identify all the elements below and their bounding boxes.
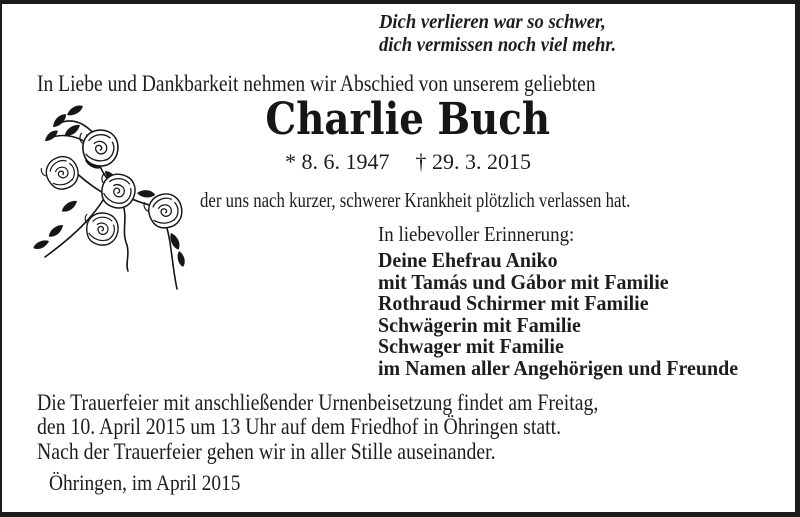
frame-border-right (795, 0, 800, 517)
memory-heading: In liebevoller Erinnerung: (378, 222, 575, 246)
verse-line-1: Dich verlieren war so schwer, (379, 11, 606, 33)
life-dates (230, 149, 586, 175)
frame-border-left (0, 0, 2, 517)
roses-illustration (25, 105, 215, 305)
verse-line-2: dich vermissen noch viel mehr. (379, 34, 617, 56)
memorial-verse (379, 11, 634, 57)
frame-border-bottom (0, 512, 800, 517)
intro-line: In Liebe und Dankbarkeit nehmen wir Abschied von unserem geliebten (37, 71, 596, 96)
mourner-line: mit Tamás und Gábor mit Familie (378, 269, 669, 294)
memory-block (378, 223, 757, 379)
deceased-name: Charlie Buch (265, 94, 551, 145)
funeral-line: Die Trauerfeier mit anschließender Urnenbeisetzung findet am Freitag, (37, 390, 599, 415)
funeral-line: den 10. April 2015 um 13 Uhr auf dem Friedhof in Öhringen statt. (37, 414, 562, 440)
mourners-list (378, 250, 757, 379)
place-date-line: Öhringen, im April 2015 (49, 470, 241, 495)
frame-border-top (0, 0, 800, 4)
deceased-name-row (230, 94, 586, 145)
mourner-line: Schwager mit Familie (378, 334, 564, 358)
cause-line: der uns nach kurzer, schwerer Krankheit plötzlich verlassen hat. (200, 188, 631, 212)
death-date: † 29. 3. 2015 (415, 149, 531, 174)
funeral-info (37, 391, 690, 464)
mourner-line: Deine Ehefrau Aniko (378, 248, 558, 272)
mourner-line: im Namen aller Angehörigen und Freunde (378, 355, 739, 380)
mourner-line: Rothraud Schirmer mit Familie (378, 291, 649, 315)
birth-date: * 8. 6. 1947 (285, 149, 390, 174)
mourner-line: Schwägerin mit Familie (378, 312, 581, 337)
funeral-line: Nach der Trauerfeier gehen wir in aller Stille auseinander. (37, 438, 496, 464)
